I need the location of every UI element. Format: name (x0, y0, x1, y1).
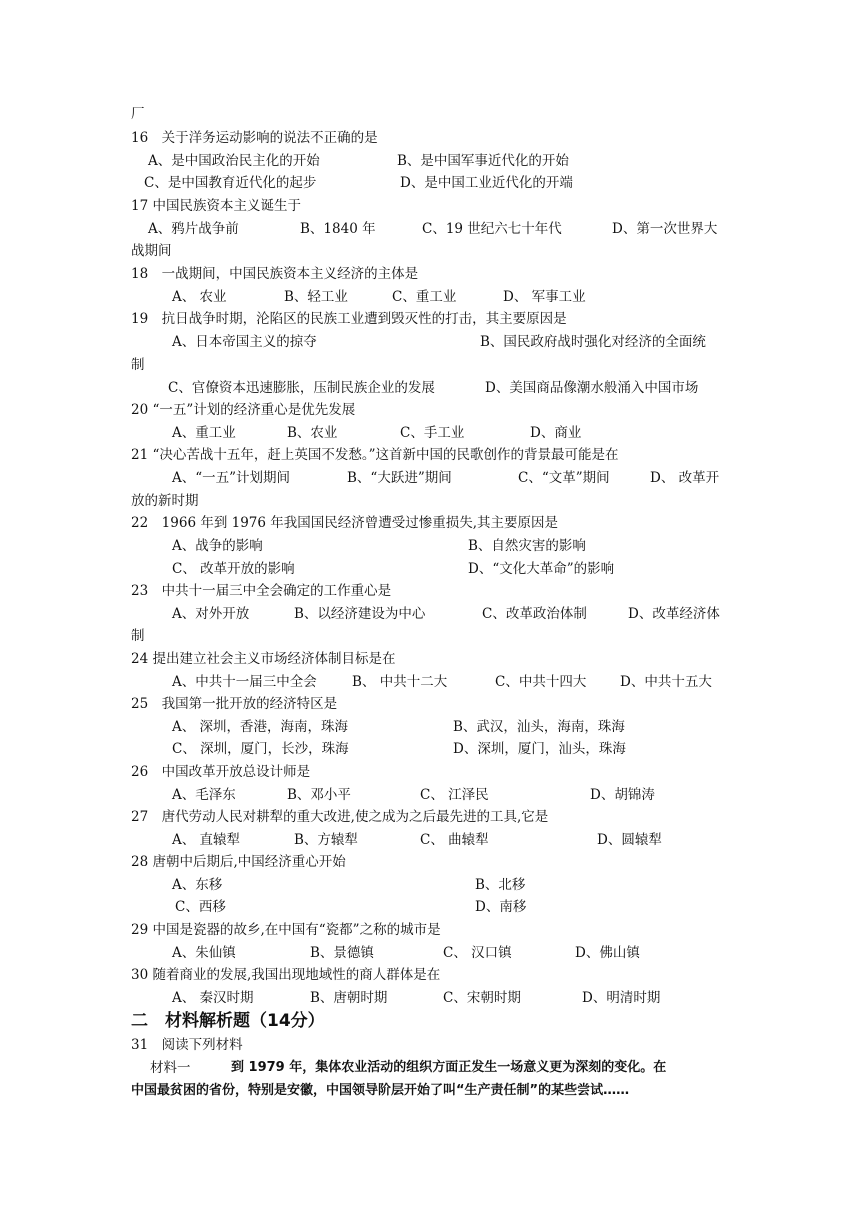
question-17-option-d: D、第一次世界大 (612, 221, 718, 237)
question-26-option-a: A、毛泽东 (172, 787, 236, 803)
question-28-option-c: C、西移 (175, 899, 226, 915)
question-18-option-c: C、重工业 (392, 289, 457, 305)
material-1-line-2: 中国最贫困的省份，特别是安徽，中国领导阶层开始了叫“生产责任制”的某些尝试…… (131, 1083, 630, 1098)
question-29-option-d: D、佛山镇 (575, 945, 640, 961)
question-21-stem: 21 “决心苦战十五年，赶上英国不发愁。”这首新中国的民歌创作的背景最可能是在 (131, 447, 619, 463)
top-fragment: 厂 (131, 106, 145, 122)
question-19-option-d: D、美国商品像潮水般涌入中国市场 (485, 380, 699, 396)
question-28-stem: 28 唐朝中后期后,中国经济重心开始 (131, 854, 346, 870)
question-20-option-c: C、手工业 (400, 425, 465, 441)
question-26-option-d: D、胡锦涛 (590, 787, 655, 803)
question-21-option-c: C、“文革”期间 (518, 470, 610, 486)
question-20-option-d: D、商业 (530, 425, 582, 441)
question-16-stem: 16 关于洋务运动影响的说法不正确的是 (131, 130, 378, 146)
question-25-stem: 25 我国第一批开放的经济特区是 (131, 696, 338, 712)
question-31-stem: 31 阅读下列材料 (131, 1037, 243, 1053)
question-22-option-b: B、自然灾害的影响 (468, 538, 586, 554)
question-22-stem: 22 1966 年到 1976 年我国国民经济曾遭受过惨重损失,其主要原因是 (131, 515, 559, 531)
question-30-option-c: C、宋朝时期 (443, 990, 521, 1006)
question-21-wrap: 放的新时期 (131, 493, 199, 509)
question-17-option-b: B、1840 年 (300, 221, 376, 237)
question-29-option-c: C、 汉口镇 (443, 945, 512, 961)
question-26-option-c: C、 江泽民 (420, 787, 489, 803)
question-23-option-a: A、对外开放 (172, 606, 250, 622)
question-19-option-c: C、官僚资本迅速膨胀，压制民族企业的发展 (168, 380, 435, 396)
question-18-option-b: B、轻工业 (284, 289, 348, 305)
question-27-option-b: B、方辕犁 (294, 832, 358, 848)
question-30-option-a: A、 秦汉时期 (172, 990, 254, 1006)
material-1-label: 材料一 (150, 1060, 191, 1076)
question-18-option-d: D、 军事工业 (503, 289, 586, 305)
question-28-option-d: D、南移 (475, 899, 527, 915)
question-16-option-d: D、是中国工业近代化的开端 (400, 175, 573, 191)
question-27-option-a: A、 直辕犁 (172, 832, 241, 848)
question-17-option-c: C、19 世纪六七十年代 (422, 221, 562, 237)
question-16-option-a: A、是中国政治民主化的开始 (148, 153, 320, 169)
question-30-option-d: D、明清时期 (582, 990, 661, 1006)
question-23-option-d: D、改革经济体 (628, 606, 720, 622)
question-17-stem: 17 中国民族资本主义诞生于 (131, 198, 301, 214)
question-16-option-c: C、是中国教育近代化的起步 (144, 175, 317, 191)
question-25-option-a: A、 深圳，香港，海南，珠海 (172, 719, 349, 735)
question-20-stem: 20 “一五”计划的经济重心是优先发展 (131, 402, 356, 418)
question-24-stem: 24 提出建立社会主义市场经济体制目标是在 (131, 651, 396, 667)
question-30-stem: 30 随着商业的发展,我国出现地域性的商人群体是在 (131, 967, 441, 983)
question-19-option-a: A、日本帝国主义的掠夺 (172, 334, 317, 350)
question-25-option-d: D、深圳，厦门，汕头，珠海 (453, 741, 626, 757)
question-22-option-d: D、“文化大革命”的影响 (468, 561, 615, 577)
question-28-option-a: A、东移 (172, 877, 223, 893)
question-19-option-b: B、国民政府战时强化对经济的全面统 (480, 334, 706, 350)
section-2-title: 二 材料解析题（14分） (131, 1011, 325, 1031)
question-26-option-b: B、邓小平 (287, 787, 351, 803)
question-24-option-a: A、中共十一届三中全会 (172, 674, 317, 690)
question-18-stem: 18 一战期间，中国民族资本主义经济的主体是 (131, 266, 419, 282)
question-23-option-b: B、以经济建设为中心 (294, 606, 426, 622)
question-23-wrap: 制 (131, 628, 145, 644)
question-17-option-a: A、鸦片战争前 (148, 221, 239, 237)
question-30-option-b: B、唐朝时期 (310, 990, 388, 1006)
question-24-option-c: C、中共十四大 (495, 674, 587, 690)
question-21-option-d: D、 改革开 (650, 470, 720, 486)
question-17-wrap: 战期间 (131, 243, 172, 259)
question-20-option-b: B、农业 (287, 425, 338, 441)
question-23-stem: 23 中共十一届三中全会确定的工作重心是 (131, 583, 392, 599)
question-18-option-a: A、 农业 (172, 289, 227, 305)
question-23-option-c: C、改革政治体制 (482, 606, 587, 622)
question-27-stem: 27 唐代劳动人民对耕犁的重大改进,使之成为之后最先进的工具,它是 (131, 809, 549, 825)
question-25-option-c: C、 深圳，厦门，长沙，珠海 (172, 741, 349, 757)
question-27-option-d: D、圆辕犁 (597, 832, 662, 848)
question-21-option-a: A、“一五”计划期间 (172, 470, 291, 486)
material-1-line-1: 到 1979 年，集体农业活动的组织方面正发生一场意义更为深刻的变化。在 (231, 1060, 667, 1075)
question-21-option-b: B、“大跃进”期间 (347, 470, 452, 486)
question-22-option-c: C、 改革开放的影响 (172, 561, 295, 577)
question-29-option-b: B、景德镇 (310, 945, 374, 961)
question-24-option-d: D、中共十五大 (620, 674, 712, 690)
question-24-option-b: B、 中共十二大 (352, 674, 448, 690)
question-16-option-b: B、是中国军事近代化的开始 (397, 153, 569, 169)
question-19-wrap: 制 (131, 357, 145, 373)
question-29-option-a: A、朱仙镇 (172, 945, 236, 961)
question-28-option-b: B、北移 (475, 877, 526, 893)
question-25-option-b: B、武汉，汕头，海南，珠海 (453, 719, 625, 735)
question-26-stem: 26 中国改革开放总设计师是 (131, 764, 311, 780)
question-27-option-c: C、 曲辕犁 (420, 832, 489, 848)
question-22-option-a: A、战争的影响 (172, 538, 263, 554)
question-29-stem: 29 中国是瓷器的故乡,在中国有“瓷都”之称的城市是 (131, 922, 441, 938)
question-19-stem: 19 抗日战争时期，沦陷区的民族工业遭到毁灭性的打击，其主要原因是 (131, 311, 567, 327)
question-20-option-a: A、重工业 (172, 425, 236, 441)
